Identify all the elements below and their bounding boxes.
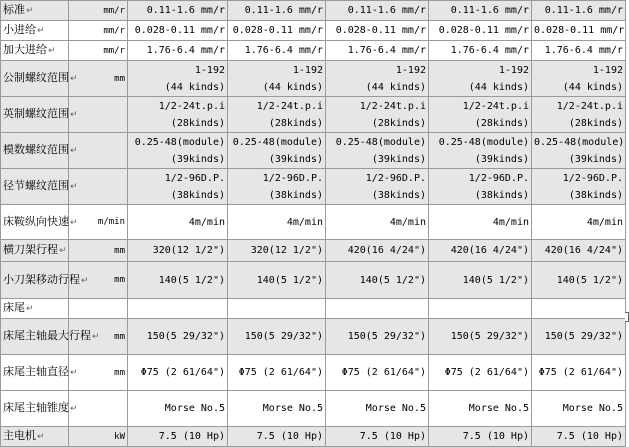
row-unit: mm/r <box>69 41 128 61</box>
value-cell <box>429 262 532 299</box>
row-unit: mm <box>69 61 128 97</box>
value-cell <box>429 133 532 169</box>
value-text: 1/2-24t.p.i <box>256 100 323 112</box>
value-cell <box>532 133 626 169</box>
value-cell <box>128 240 228 262</box>
value-text: 0.11-1.6 mm/r <box>544 5 623 16</box>
value-text: 320(12 1/2") <box>152 245 225 256</box>
row-label-text: 床尾主轴最大行程 <box>3 329 91 342</box>
row-label <box>1 169 78 205</box>
value-text: 0.25-48(module) <box>438 136 529 148</box>
paragraph-mark-icon: ↵ <box>70 217 78 228</box>
value-text: 1-192 <box>194 64 225 76</box>
paragraph-mark-icon: ↵ <box>70 74 78 84</box>
row-unit: m/min <box>69 205 128 240</box>
value-cell <box>228 41 326 61</box>
value-text: 0.25-48(module) <box>335 136 426 148</box>
value-cell <box>326 355 429 391</box>
value-cell <box>128 262 228 299</box>
table-row <box>1 205 626 240</box>
value-cell <box>128 205 228 240</box>
value-cell <box>128 97 228 133</box>
table-row <box>1 21 626 41</box>
value-text: 4m/min <box>389 216 426 228</box>
value-text: 150(5 29/32") <box>146 331 225 342</box>
value-text: (38kinds) <box>268 189 323 201</box>
value-text: 4m/min <box>286 216 323 228</box>
value-text: (28kinds) <box>268 117 323 129</box>
row-label-text: 英制螺纹范围 <box>3 107 69 120</box>
paragraph-mark-icon: ↵ <box>48 46 56 56</box>
row-label <box>1 319 100 355</box>
value-cell <box>128 319 228 355</box>
row-label-text: 公制螺纹范围 <box>3 71 69 84</box>
value-text: 1-192 <box>498 64 529 76</box>
row-label-text: 主电机 <box>3 429 36 442</box>
value-text: Φ75 (2 61/64") <box>444 367 529 378</box>
value-cell <box>128 391 228 427</box>
value-text: 1/2-96D.P. <box>365 172 426 184</box>
value-cell <box>532 427 626 447</box>
value-text: (39kinds) <box>371 153 426 165</box>
row-label-text: 小刀架移动行程 <box>3 272 80 286</box>
row-unit: mm/r <box>69 21 128 41</box>
row-unit: mm <box>69 355 128 391</box>
value-text: Morse No.5 <box>262 403 323 414</box>
value-text: 0.11-1.6 mm/r <box>146 5 225 16</box>
value-text: 0.25-48(module) <box>232 136 323 148</box>
value-text: (38kinds) <box>474 189 529 201</box>
value-cell <box>228 205 326 240</box>
row-label <box>1 427 69 447</box>
row-label <box>1 299 69 319</box>
value-cell <box>228 133 326 169</box>
value-text: 4m/min <box>586 216 623 228</box>
paragraph-mark-icon: ↵ <box>59 246 67 256</box>
value-text: 1/2-24t.p.i <box>462 100 529 112</box>
value-text: 150(5 29/32") <box>347 331 426 342</box>
row-label-text: 小进给 <box>3 23 36 36</box>
table-row <box>1 41 626 61</box>
value-cell <box>228 21 326 41</box>
value-cell <box>128 427 228 447</box>
value-text: (28kinds) <box>170 117 225 129</box>
row-unit: mm/r <box>69 1 128 21</box>
value-cell <box>429 427 532 447</box>
row-label <box>1 240 69 262</box>
row-label <box>1 61 78 97</box>
value-cell <box>429 299 532 319</box>
value-cell <box>429 319 532 355</box>
value-text: 420(16 4/24") <box>450 245 529 256</box>
paragraph-mark-icon: ↵ <box>70 110 78 120</box>
value-text: 0.028-0.11 mm/r <box>534 25 625 36</box>
paragraph-mark-icon: ↵ <box>37 432 45 442</box>
value-cell <box>429 1 532 21</box>
row-label-text: 标准 <box>3 3 25 16</box>
value-text: 0.11-1.6 mm/r <box>450 5 529 16</box>
value-text: 420(16 4/24") <box>544 245 623 256</box>
value-cell <box>228 262 326 299</box>
value-text: Φ75 (2 61/64") <box>140 367 225 378</box>
table-row <box>1 97 626 133</box>
paragraph-mark-icon: ↵ <box>70 368 78 378</box>
row-unit: kW <box>69 427 128 447</box>
row-unit <box>69 299 128 319</box>
value-cell <box>429 240 532 262</box>
value-cell <box>128 1 228 21</box>
value-cell <box>532 1 626 21</box>
value-text: Morse No.5 <box>365 403 426 414</box>
value-text: (28kinds) <box>371 117 426 129</box>
value-cell <box>326 205 429 240</box>
value-text: 7.5 (10 Hp) <box>462 431 529 442</box>
value-cell <box>228 169 326 205</box>
value-cell <box>228 391 326 427</box>
row-label-text: 床鞍纵向快速 <box>3 214 69 228</box>
value-cell <box>326 61 429 97</box>
paragraph-mark-icon: ↵ <box>92 332 100 342</box>
table-row <box>1 262 626 299</box>
value-text: (39kinds) <box>268 153 323 165</box>
value-cell <box>532 391 626 427</box>
value-text: 7.5 (10 Hp) <box>359 431 426 442</box>
value-text: (44 kinds) <box>562 81 623 93</box>
table-row <box>1 299 626 319</box>
value-cell <box>326 41 429 61</box>
value-text: Morse No.5 <box>468 403 529 414</box>
table-row <box>1 319 626 355</box>
row-label <box>1 205 78 240</box>
value-text: (44 kinds) <box>365 81 426 93</box>
value-cell <box>228 427 326 447</box>
value-text: (44 kinds) <box>164 81 225 93</box>
value-text: 0.028-0.11 mm/r <box>335 25 426 36</box>
value-text: 1-192 <box>395 64 426 76</box>
value-cell <box>326 169 429 205</box>
value-text: 4m/min <box>492 216 529 228</box>
value-text: 0.11-1.6 mm/r <box>244 5 323 16</box>
value-text: (39kinds) <box>170 153 225 165</box>
value-cell <box>532 262 626 299</box>
value-cell <box>429 391 532 427</box>
value-cell <box>532 169 626 205</box>
row-label <box>1 133 78 169</box>
value-text: 7.5 (10 Hp) <box>256 431 323 442</box>
value-text: 0.11-1.6 mm/r <box>347 5 426 16</box>
value-text: 140(5 1/2") <box>158 274 225 286</box>
value-cell <box>228 355 326 391</box>
table-row <box>1 61 626 97</box>
row-label-text: 模数螺纹范围 <box>3 143 69 156</box>
value-cell <box>429 41 532 61</box>
value-cell <box>429 169 532 205</box>
table-row <box>1 133 626 169</box>
value-text: 1.76-6.4 mm/r <box>146 45 225 56</box>
value-text: 320(12 1/2") <box>250 245 323 256</box>
table-resize-handle[interactable] <box>625 312 629 322</box>
value-cell <box>128 21 228 41</box>
value-text: Φ75 (2 61/64") <box>238 367 323 378</box>
value-cell <box>128 41 228 61</box>
value-cell <box>326 299 429 319</box>
value-text: 1/2-96D.P. <box>164 172 225 184</box>
value-text: 150(5 29/32") <box>244 331 323 342</box>
value-text: (38kinds) <box>170 189 225 201</box>
row-unit: mm <box>69 240 128 262</box>
value-cell <box>128 299 228 319</box>
row-label <box>1 41 69 61</box>
value-text: 140(5 1/2") <box>462 274 529 286</box>
table-row <box>1 427 626 447</box>
paragraph-mark-icon: ↵ <box>26 6 34 16</box>
value-cell <box>429 355 532 391</box>
value-text: (39kinds) <box>568 153 623 165</box>
row-label-text: 床尾 <box>3 301 25 314</box>
value-cell <box>326 240 429 262</box>
value-text: 0.25-48(module) <box>134 136 225 148</box>
value-cell <box>228 319 326 355</box>
value-cell <box>228 97 326 133</box>
value-cell <box>326 391 429 427</box>
value-cell <box>128 61 228 97</box>
value-text: 140(5 1/2") <box>556 274 623 286</box>
value-cell <box>326 427 429 447</box>
value-text: (44 kinds) <box>468 81 529 93</box>
value-cell <box>228 1 326 21</box>
value-text: (39kinds) <box>474 153 529 165</box>
paragraph-mark-icon: ↵ <box>81 275 89 286</box>
row-label-text: 横刀架行程 <box>3 243 58 256</box>
row-label-text: 床尾主轴直径 <box>3 365 69 378</box>
paragraph-mark-icon: ↵ <box>70 182 78 192</box>
paragraph-mark-icon: ↵ <box>70 404 78 414</box>
row-unit: mm <box>69 319 128 355</box>
value-cell <box>532 61 626 97</box>
spec-table-body <box>1 1 626 447</box>
value-text: 1-192 <box>592 64 623 76</box>
paragraph-mark-icon: ↵ <box>70 146 78 156</box>
table-row <box>1 391 626 427</box>
value-text: 0.028-0.11 mm/r <box>438 25 529 36</box>
row-label <box>1 391 78 427</box>
value-text: 140(5 1/2") <box>256 274 323 286</box>
row-unit: mm <box>69 262 128 299</box>
value-cell <box>326 97 429 133</box>
value-cell <box>228 299 326 319</box>
value-text: (38kinds) <box>371 189 426 201</box>
value-text: Φ75 (2 61/64") <box>538 367 623 378</box>
value-cell <box>532 355 626 391</box>
value-cell <box>228 240 326 262</box>
value-text: 0.028-0.11 mm/r <box>232 25 323 36</box>
value-cell <box>128 169 228 205</box>
value-cell <box>429 205 532 240</box>
value-cell <box>532 97 626 133</box>
value-cell <box>532 319 626 355</box>
value-text: 150(5 29/32") <box>544 331 623 342</box>
value-cell <box>128 355 228 391</box>
row-label-text: 径节螺纹范围 <box>3 179 69 192</box>
value-cell <box>429 61 532 97</box>
value-text: 1.76-6.4 mm/r <box>450 45 529 56</box>
value-text: 1/2-24t.p.i <box>556 100 623 112</box>
value-cell <box>429 21 532 41</box>
value-cell <box>326 133 429 169</box>
row-label <box>1 1 69 21</box>
value-cell <box>532 21 626 41</box>
table-row <box>1 355 626 391</box>
value-text: 1/2-24t.p.i <box>158 100 225 112</box>
value-text: Morse No.5 <box>164 403 225 414</box>
paragraph-mark-icon: ↵ <box>37 26 45 36</box>
value-text: 420(16 4/24") <box>347 245 426 256</box>
value-cell <box>429 97 532 133</box>
row-label <box>1 97 78 133</box>
value-text: 1/2-96D.P. <box>562 172 623 184</box>
value-text: 1.76-6.4 mm/r <box>347 45 426 56</box>
value-cell <box>532 205 626 240</box>
value-text: 140(5 1/2") <box>359 274 426 286</box>
value-cell <box>532 240 626 262</box>
value-text: 7.5 (10 Hp) <box>556 431 623 442</box>
paragraph-mark-icon: ↵ <box>26 304 34 314</box>
value-cell <box>532 41 626 61</box>
value-cell <box>128 133 228 169</box>
value-cell <box>326 1 429 21</box>
value-text: 150(5 29/32") <box>450 331 529 342</box>
value-cell <box>228 61 326 97</box>
value-text: (28kinds) <box>568 117 623 129</box>
value-text: 1/2-24t.p.i <box>359 100 426 112</box>
value-cell <box>532 299 626 319</box>
row-label <box>1 355 78 391</box>
value-text: 1-192 <box>292 64 323 76</box>
value-text: 1.76-6.4 mm/r <box>244 45 323 56</box>
value-text: 1/2-96D.P. <box>468 172 529 184</box>
value-text: 1/2-96D.P. <box>262 172 323 184</box>
row-label <box>1 21 69 41</box>
table-row <box>1 169 626 205</box>
value-cell <box>326 319 429 355</box>
value-cell <box>326 262 429 299</box>
value-text: (44 kinds) <box>262 81 323 93</box>
value-text: Φ75 (2 61/64") <box>341 367 426 378</box>
value-text: Morse No.5 <box>562 403 623 414</box>
value-text: 0.25-48(module) <box>534 136 625 148</box>
value-text: 7.5 (10 Hp) <box>158 431 225 442</box>
row-label-text: 加大进给 <box>3 43 47 56</box>
table-row <box>1 1 626 21</box>
table-row <box>1 240 626 262</box>
value-text: 1.76-6.4 mm/r <box>544 45 623 56</box>
value-text: 4m/min <box>188 216 225 228</box>
row-label-text: 床尾主轴锥度 <box>3 401 69 414</box>
value-cell <box>326 21 429 41</box>
value-text: (38kinds) <box>568 189 623 201</box>
value-text: (28kinds) <box>474 117 529 129</box>
value-text: 0.028-0.11 mm/r <box>134 25 225 36</box>
row-label <box>1 262 89 299</box>
